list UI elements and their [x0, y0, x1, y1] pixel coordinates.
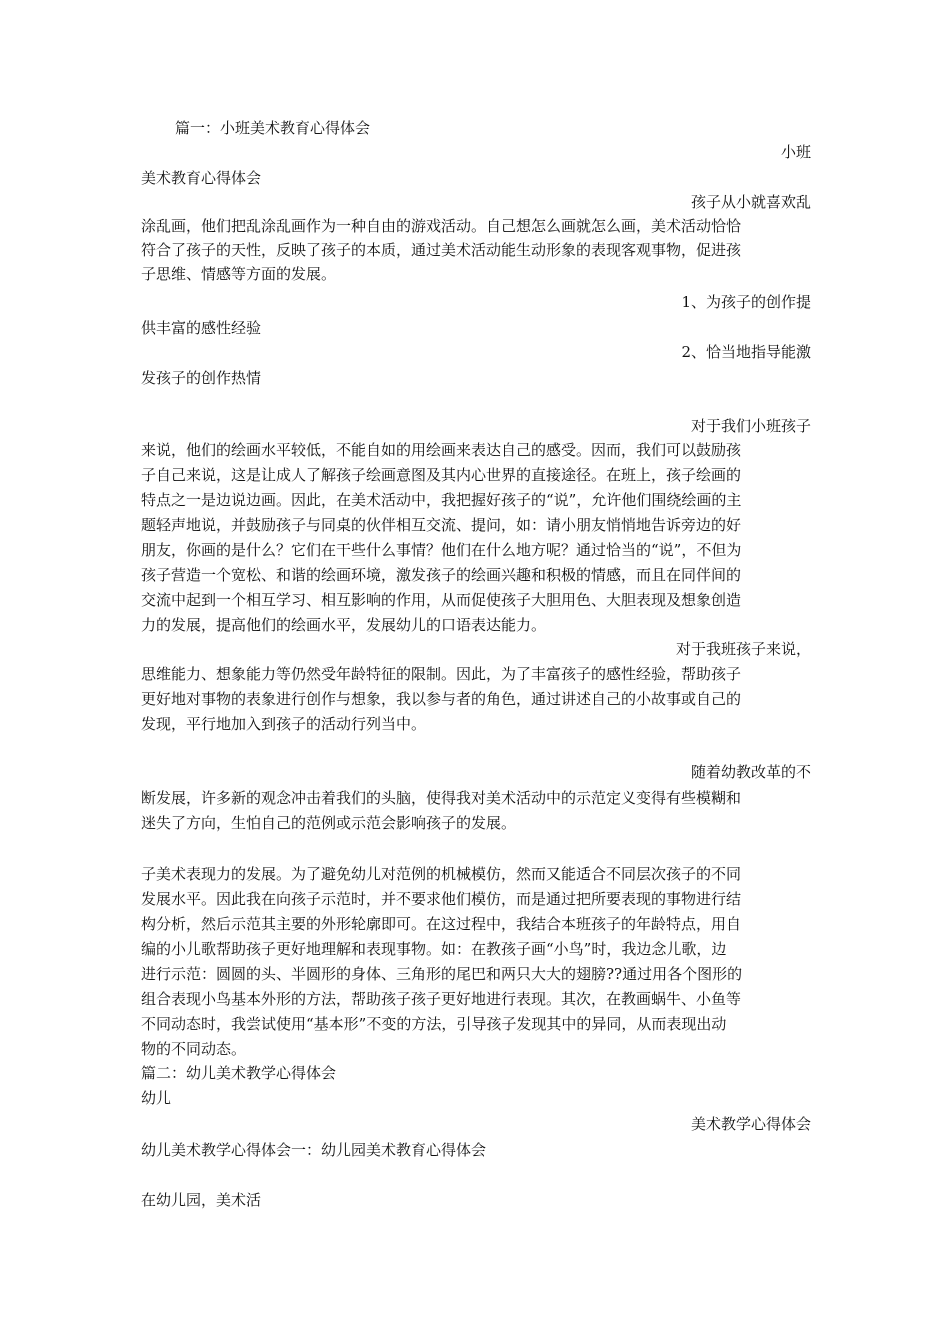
paragraph-line: 题轻声地说，并鼓励孩子与同桌的伙伴相互交流、提问，如：请小朋友悄悄地告诉旁边的好 [141, 516, 742, 534]
paragraph-line: 进行示范：圆圆的头、半圆形的身体、三角形的尾巴和两只大大的翅膀??通过用各个图形的 [141, 965, 743, 983]
point-1-heading: 1、为孩子的创作提 [681, 293, 811, 311]
point-2-heading-continued: 发孩子的创作热情 [141, 369, 262, 387]
paragraph-line: 思维能力、想象能力等仍然受年龄特征的限制。因此，为了丰富孩子的感性经验，帮助孩子 [141, 665, 742, 683]
title-line-continued: 美术教育心得体会 [141, 169, 262, 187]
title-line-continued: 幼儿美术教学心得体会一：幼儿园美术教育心得体会 [141, 1141, 487, 1159]
paragraph-line: 迷失了方向，生怕自己的范例或示范会影响孩子的发展。 [141, 814, 517, 832]
paragraph-line: 符合了孩子的天性，反映了孩子的本质，通过美术活动能生动形象的表现客观事物，促进孩 [141, 241, 742, 259]
paragraph-line: 来说，他们的绘画水平较低，不能自如的用绘画来表达自己的感受。因而，我们可以鼓励孩 [141, 441, 742, 459]
paragraph-lead: 对于我班孩子来说， [675, 640, 811, 658]
paragraph-line: 子美术表现力的发展。为了避免幼儿对范例的机械模仿，然而又能适合不同层次孩子的不同 [141, 865, 742, 883]
paragraph-line: 组合表现小鸟基本外形的方法，帮助孩子孩子更好地进行表现。其次，在教画蜗牛、小鱼等 [141, 990, 742, 1008]
paragraph-line: 特点之一是边说边画。因此，在美术活动中，我把握好孩子的“说”，允许他们围绕绘画的主 [141, 491, 742, 509]
paragraph-line: 篇二：幼儿美术教学心得体会 [141, 1064, 337, 1082]
point-2-heading: 2、恰当地指导能激 [681, 343, 811, 361]
section-1-heading: 篇一：小班美术教育心得体会 [175, 119, 371, 137]
paragraph-line: 子自己来说，这是让成人了解孩子绘画意图及其内心世界的直接途径。在班上，孩子绘画的 [141, 466, 742, 484]
subsection-heading: 在幼儿园，美术活 [141, 1191, 262, 1209]
paragraph-line: 交流中起到一个相互学习、相互影响的作用，从而促使孩子大胆用色、大胆表现及想象创造 [141, 591, 742, 609]
paragraph-line: 发展水平。因此我在向孩子示范时，并不要求他们模仿，而是通过把所要表现的事物进行结 [141, 890, 742, 908]
paragraph-line: 力的发展，提高他们的绘画水平，发展幼儿的口语表达能力。 [141, 616, 547, 634]
point-1-heading-continued: 供丰富的感性经验 [141, 319, 262, 337]
paragraph-lead [141, 1212, 811, 1236]
title-line-right: 美术教学心得体会 [690, 1115, 811, 1133]
title-line-right: 小班 [780, 143, 811, 161]
paragraph-lead: 对于我们小班孩子 [690, 417, 811, 435]
paragraph-lead: 孩子从小就喜欢乱 [690, 193, 811, 211]
paragraph-line: 孩子营造一个宽松、和谐的绘画环境，激发孩子的绘画兴趣和积极的情感，而且在同伴间的 [141, 566, 742, 584]
paragraph-line: 构分析，然后示范其主要的外形轮廓即可。在这过程中，我结合本班孩子的年龄特点，用自 [141, 915, 742, 933]
paragraph-line: 物的不同动态。 [141, 1040, 247, 1058]
paragraph-line: 子思维、情感等方面的发展。 [141, 265, 337, 283]
paragraph-line: 编的小儿歌帮助孩子更好地理解和表现事物。如：在教孩子画“小鸟”时，我边念儿歌，边 [141, 940, 727, 958]
paragraph-lead: 随着幼教改革的不 [690, 763, 811, 781]
paragraph-line: 涂乱画，他们把乱涂乱画作为一种自由的游戏活动。自己想怎么画就怎么画，美术活动恰恰 [141, 217, 742, 235]
paragraph-line: 断发展，许多新的观念冲击着我们的头脑，使得我对美术活动中的示范定义变得有些模糊和 [141, 789, 742, 807]
paragraph-line: 发现，平行地加入到孩子的活动行列当中。 [141, 715, 427, 733]
paragraph-line: 不同动态时，我尝试使用“基本形”不变的方法，引导孩子发现其中的异同，从而表现出动 [141, 1015, 727, 1033]
paragraph-line: 朋友，你画的是什么？它们在干些什么事情？他们在什么地方呢？通过恰当的“说”，不但为 [141, 541, 742, 559]
section-2-heading: 幼儿 [141, 1089, 172, 1107]
paragraph-line: 更好地对事物的表象进行创作与想象，我以参与者的角色，通过讲述自己的小故事或自己的 [141, 690, 742, 708]
